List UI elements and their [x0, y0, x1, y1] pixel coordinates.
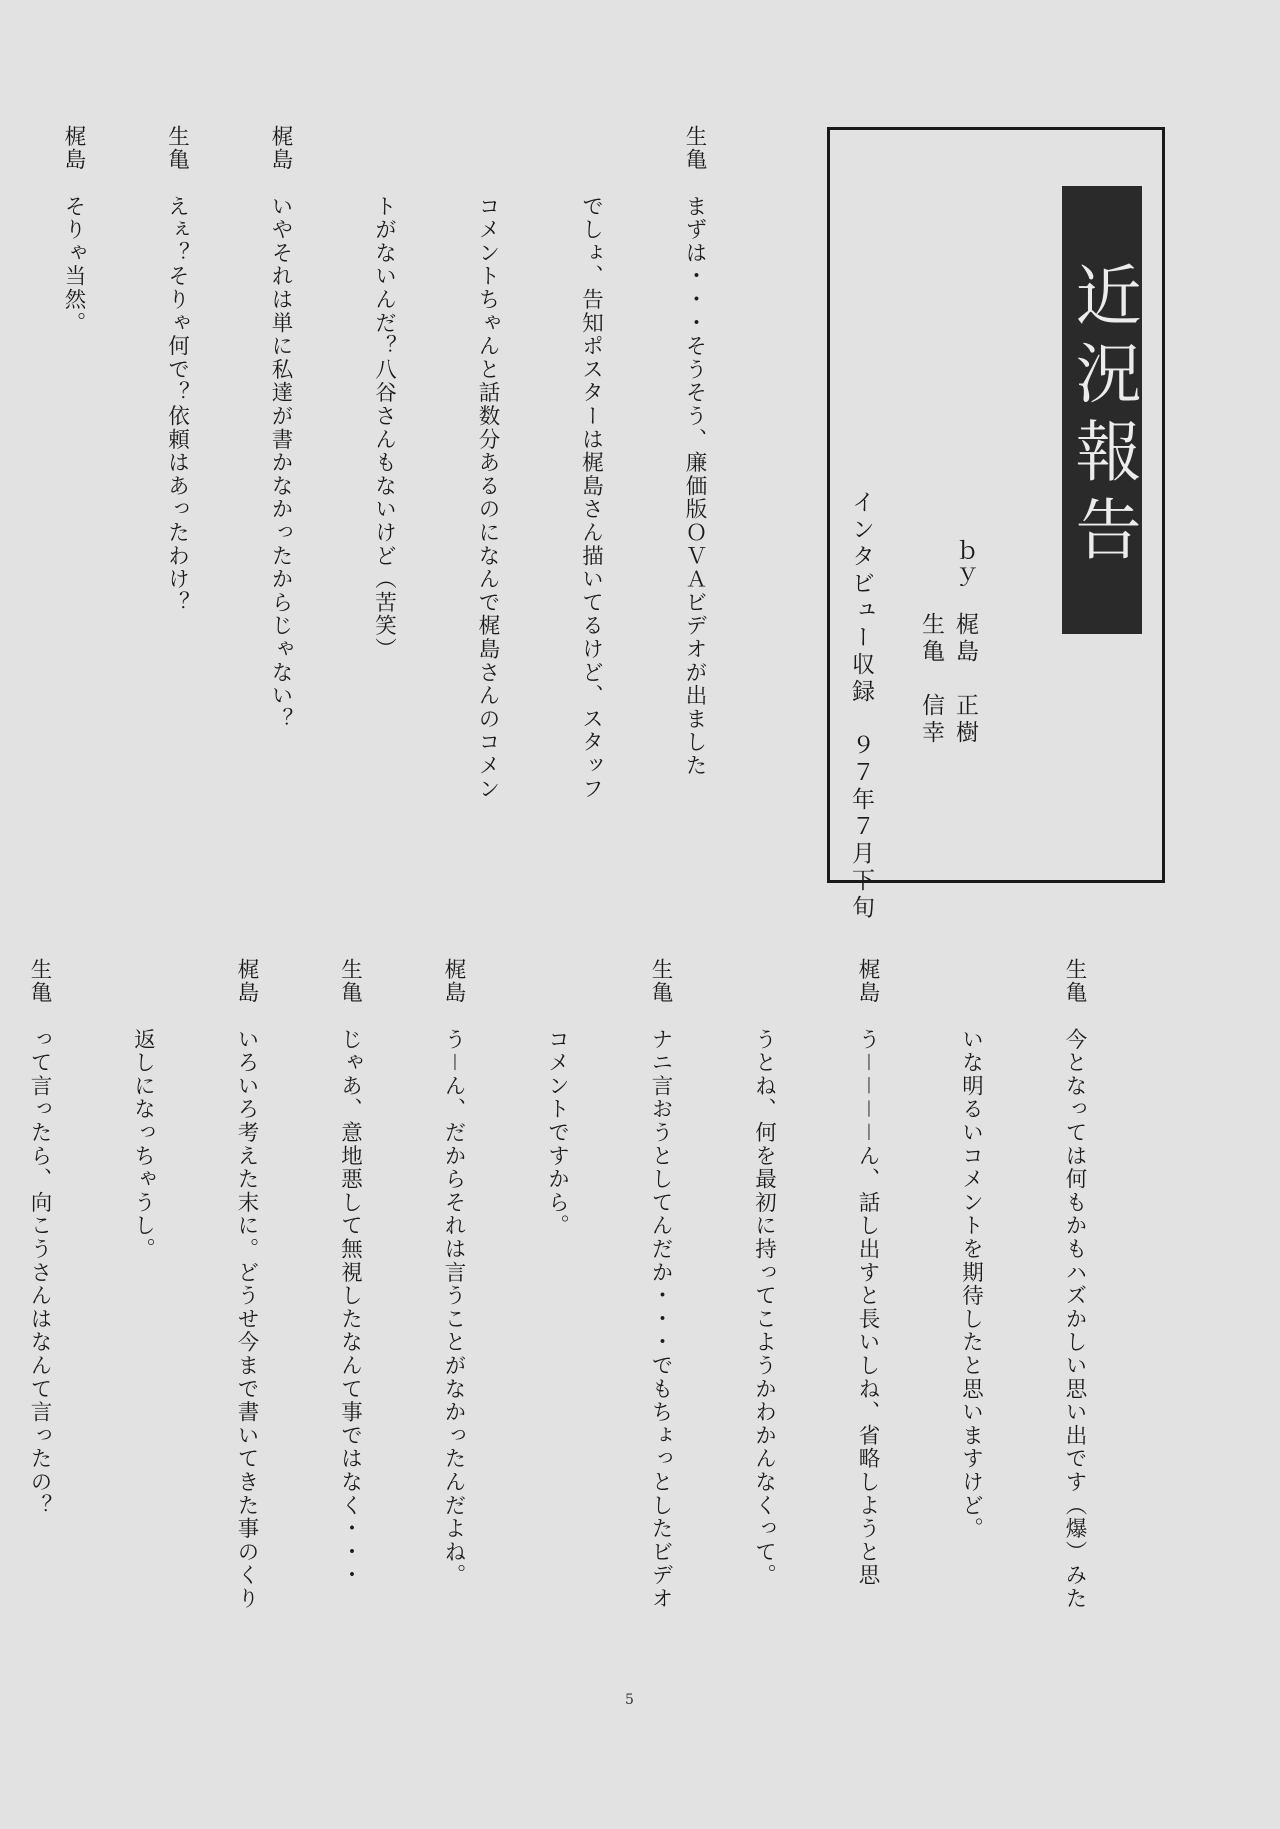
dialogue-line: 生亀 えぇ？そりゃ何で？依頼はあったわけ？ [164, 125, 190, 615]
dialogue-line: 生亀 って言ったら、向こうさんはなんて言ったの？ [27, 958, 52, 1518]
dialogue-line: 梶島 う－ん、だからそれは言うことがなかったんだよね。 [441, 958, 466, 1588]
dialogue-line: コメントですから。 [544, 958, 570, 1238]
dialogue-line: 梶島 う－－－－ん、話し出すと長いしね、省略しようと思 [855, 958, 880, 1588]
dialogue-line: 生亀 ナニ言おうとしてんだか・・・でもちょっとしたビデオ [648, 958, 673, 1611]
page-number: 5 [625, 1692, 634, 1708]
author-ikame: 生亀 信幸 [918, 612, 944, 747]
dialogue-line: コメントちゃんと話数分あるのになんで梶島さんのコメン [475, 125, 500, 801]
dialogue-line: 梶島 いろいろ考えた末に。どうせ今まで書いてきた事のくり [234, 958, 259, 1611]
dialogue-line: 梶島 そりゃ当然。 [61, 125, 86, 335]
dialogue-line: トがないんだ？八谷さんもないけど（苦笑） [371, 125, 397, 661]
upper-dialogue [61, 125, 780, 955]
interview-date: インタビュー収録 ９７年７月下旬 [848, 490, 874, 922]
dialogue-line: うとね、何を最初に持ってこようかわかんなくって。 [751, 958, 777, 1588]
by-label: ｂｙ [952, 538, 978, 592]
dialogue-line: いな明るいコメントを期待したと思いますけど。 [958, 958, 984, 1541]
dialogue-line: 返しになっちゃうし。 [130, 958, 156, 1261]
dialogue-line: 生亀 じゃあ、意地悪して無視したなんて事ではなく・・・ [337, 958, 363, 1588]
lower-dialogue [27, 958, 1160, 1688]
dialogue-line: 生亀 まずは・・・そうそう、廉価版ＯＶＡビデオが出ました [682, 125, 707, 778]
dialogue-line: でしょ、告知ポスターは梶島さん描いてるけど、スタッフ [578, 125, 604, 801]
title-box [827, 127, 1165, 922]
author-kajishima: 梶島 正樹 [952, 612, 978, 747]
dialogue-line: 梶島 いやそれは単に私達が書かなかったからじゃない？ [268, 125, 293, 731]
dialogue-line: 生亀 今となっては何もかもハズかしい思い出です（爆）みた [1062, 958, 1087, 1611]
article-title: 近況報告 [1062, 186, 1142, 634]
